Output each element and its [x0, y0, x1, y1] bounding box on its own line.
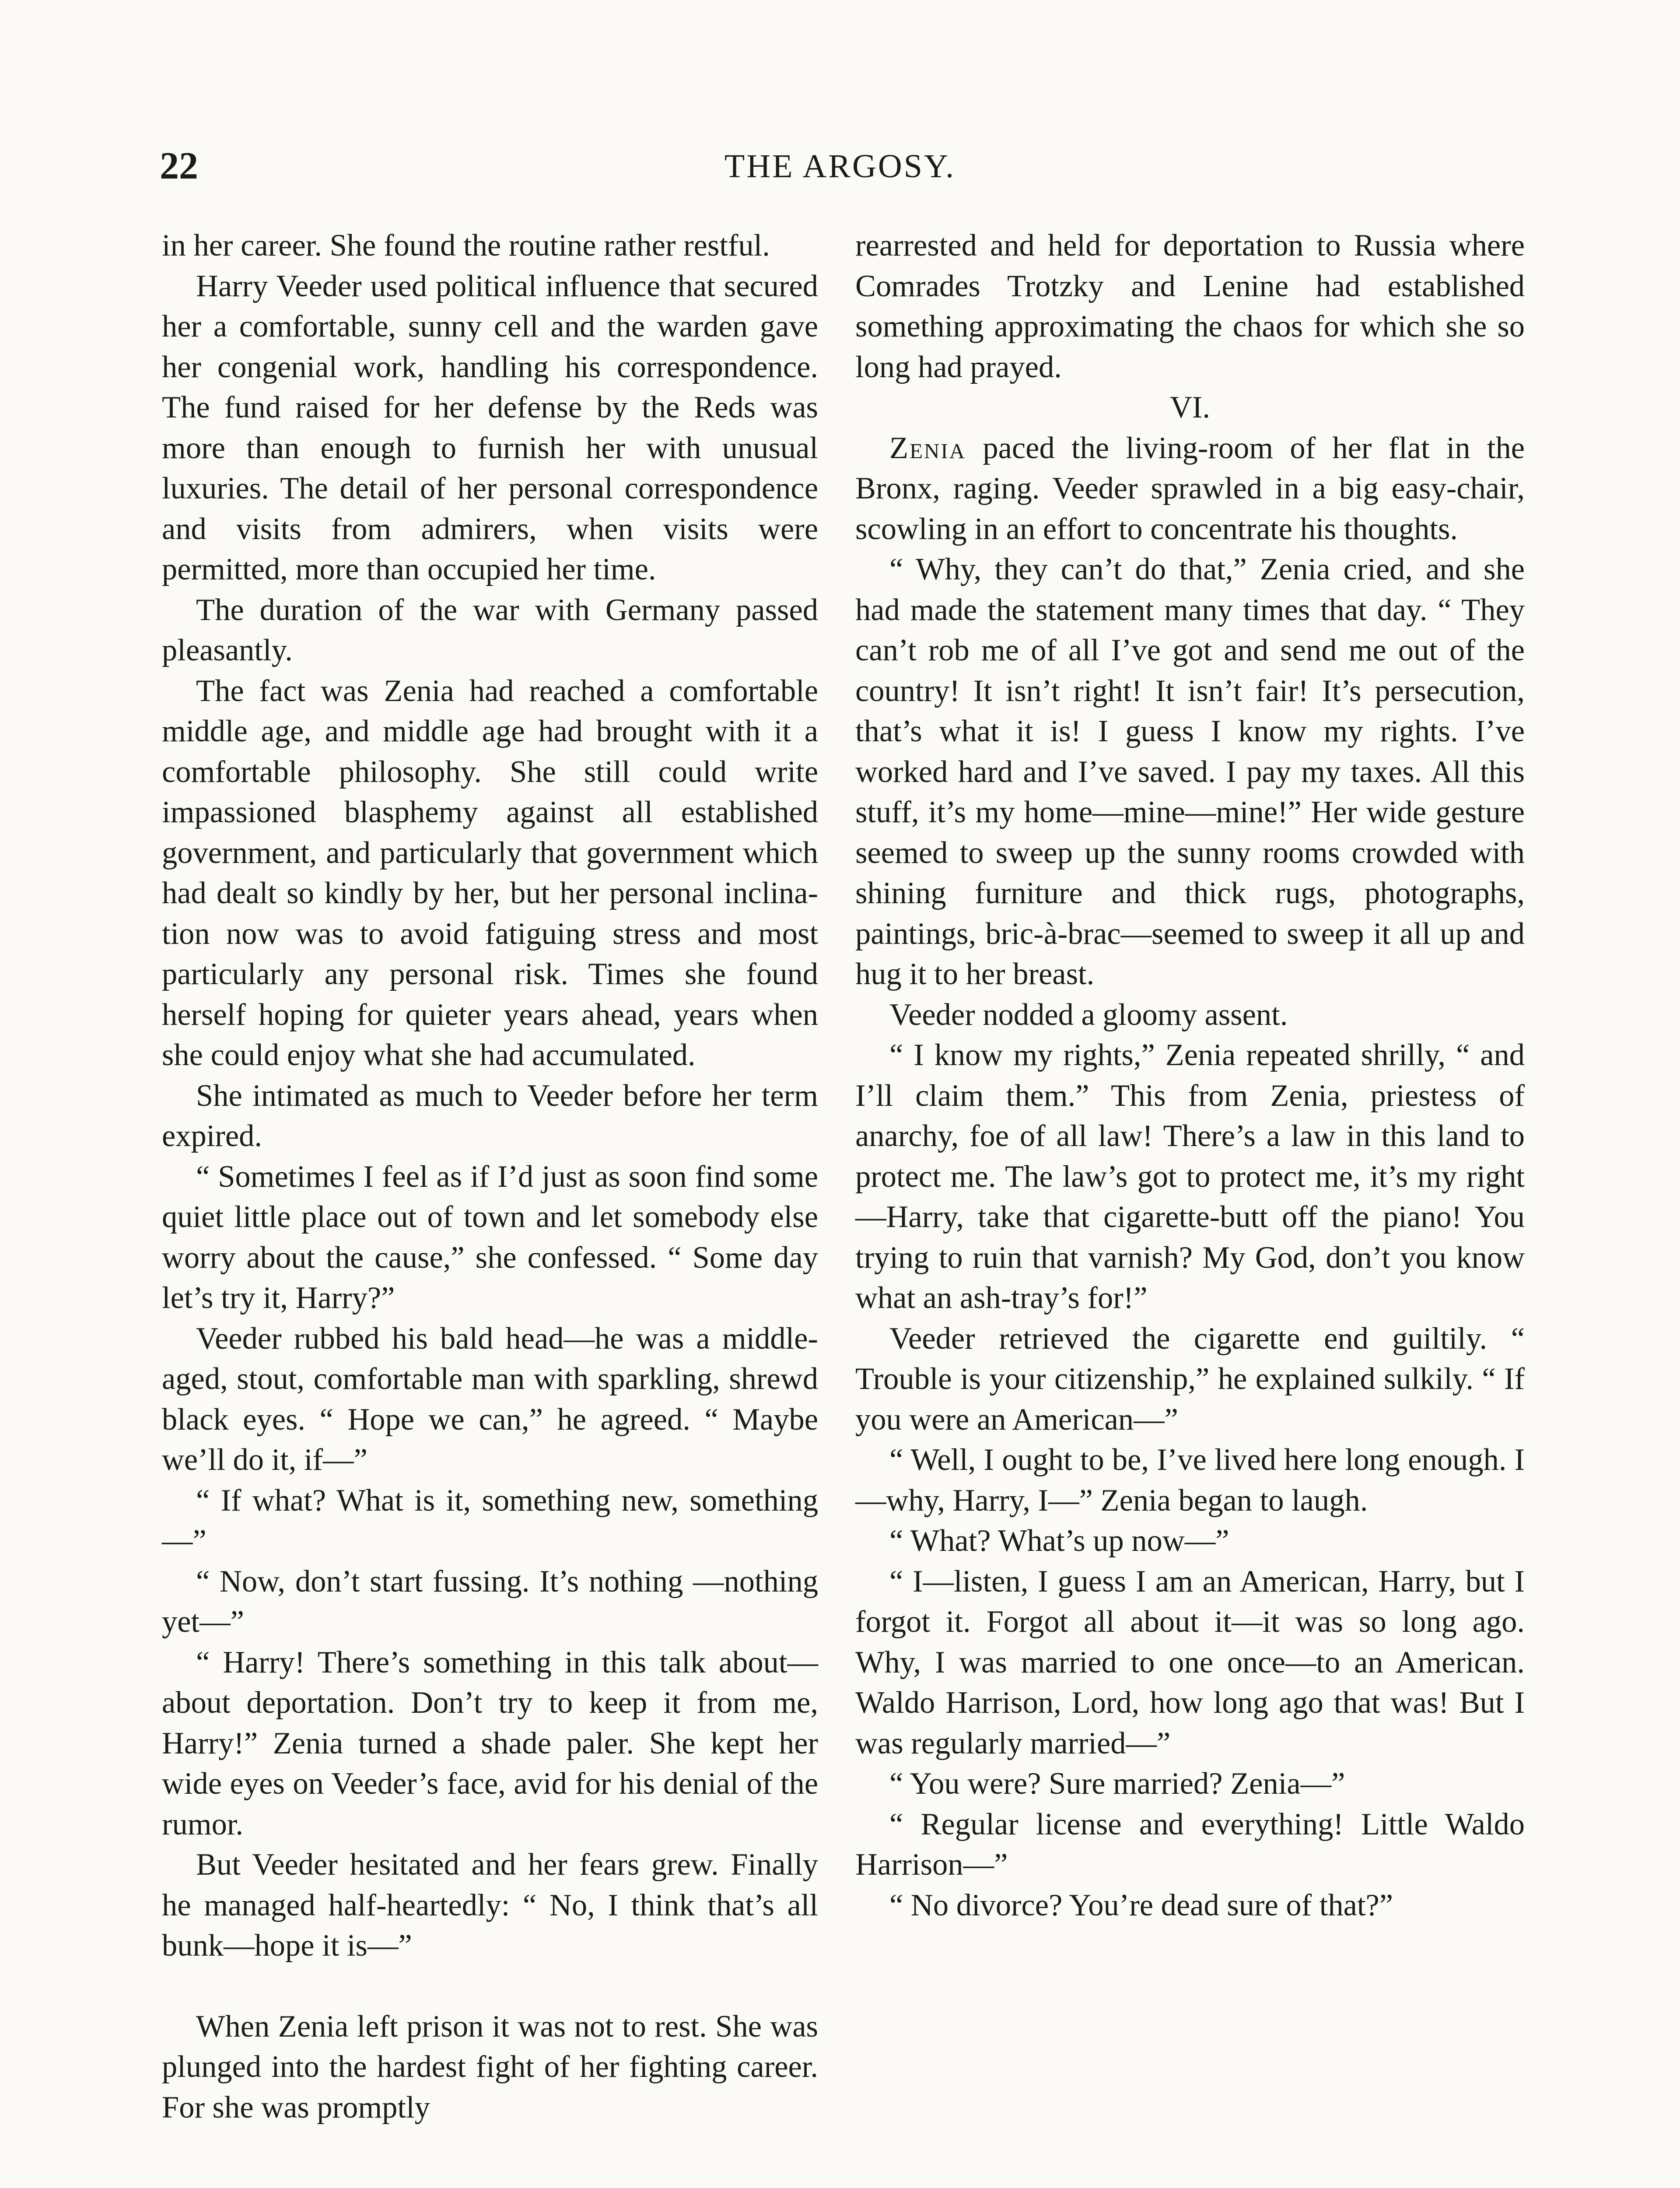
- paragraph: “ You were? Sure married? Zenia—”: [889, 1767, 1345, 1801]
- paragraph: “ What? What’s up now—”: [889, 1524, 1229, 1558]
- paragraph: Veeder retrieved the cigarette end guiltily. “ Trouble is your citizenship,” he explained sulkily. “ If you were an American—”: [855, 1321, 1525, 1437]
- paragraph: “ Well, I ought to be, I’ve lived here long enough. I—why, Harry, I—” Zenia began to laugh.: [855, 1443, 1525, 1518]
- paragraph: “ I—listen, I guess I am an American, Harry, but I forgot it. Forgot all about it—it was so long ago. Why, I was married to one once—to an American. Waldo Harrison, Lord, how long ago that was! But I was regularly married—”: [855, 1564, 1525, 1760]
- paragraph: “ Harry! There’s something in this talk about—about deportation. Don’t try to keep it from me, Harry!” Zenia turned a shade paler. She kept her wide eyes on Veeder’s face, avid for his denial of the rumor.: [162, 1645, 818, 1841]
- paragraph: The fact was Zenia had reached a comfortable middle age, and middle age had brought with it a comfortable philosophy. She still could write impassioned blasphemy against all established government, and particularly that government which had dealt so kindly by her, but her personal inclination now was to avoid fatiguing stress and most particularly any personal risk. Times she found herself hoping for quieter years ahead, years when she could enjoy what she had accumulated.: [162, 673, 818, 1072]
- paragraph: [855, 428, 1525, 550]
- paragraph: “ Now, don’t start fussing. It’s nothing —nothing yet—”: [162, 1564, 818, 1639]
- paragraph-text: paced the living-room of her flat in the Bronx, raging. Veeder sprawled in a big easy-chair, scowling in an effort to concentrate his thoughts.: [855, 431, 1525, 546]
- page-number: 22: [160, 145, 198, 187]
- running-title: THE ARGOSY.: [724, 148, 956, 185]
- paragraph: “ Regular license and everything! Little Waldo Harrison—”: [855, 1807, 1525, 1882]
- paragraph: “ Why, they can’t do that,” Zenia cried, and she had made the statement many times that day. “ They can’t rob me of all I’ve got and send me out of the country! It isn’t right! It isn’t fair! It’s persecution, that’s what it is! I guess I know my rights. I’ve worked hard and I’ve saved. I pay my taxes. All this stuff, it’s my home—mine—mine!” Her wide gesture seemed to sweep up the sunny rooms crowded with shining furniture and thick rugs, photographs, paintings, bric-à-brac—seemed to sweep it all up and hug it to her breast.: [855, 552, 1525, 991]
- left-column: [162, 225, 818, 2128]
- paragraph: “ No divorce? You’re dead sure of that?”: [889, 1888, 1393, 1922]
- paragraph: rearrested and held for deportation to Russia where Comrades Trotzky and Lenine had established something approximating the chaos for which she so long had prayed.: [855, 228, 1525, 384]
- right-column: [855, 225, 1525, 1925]
- paragraph: The duration of the war with Germany passed pleasantly.: [162, 593, 818, 667]
- paragraph: in her career. She found the routine rather restful.: [162, 228, 770, 263]
- section-heading: VI.: [1169, 390, 1210, 424]
- paragraph: When Zenia left prison it was not to rest. She was plunged into the hardest fight of her fighting career. For she was promptly: [162, 2009, 818, 2125]
- paragraph: Harry Veeder used political influence that secured her a comfortable, sunny cell and the warden gave her congenial work, handling his correspondence. The fund raised for her defense by the Reds was more than enough to furnish her with unusual luxuries. The detail of her personal correspondence and visits from admirers, when visits were permitted, more than occupied her time.: [162, 269, 818, 586]
- paragraph: Veeder rubbed his bald head—he was a middle-aged, stout, comfortable man with sparkling, shrewd black eyes. “ Hope we can,” he agreed. “ Maybe we’ll do it, if—”: [162, 1321, 818, 1477]
- paragraph: Veeder nodded a gloomy assent.: [889, 997, 1288, 1032]
- page-header: [160, 144, 1520, 197]
- paragraph: “ Sometimes I feel as if I’d just as soon find some quiet little place out of town and let somebody else worry about the cause,” she confessed. “ Some day let’s try it, Harry?”: [162, 1159, 818, 1315]
- paragraph: “ If what? What is it, something new, something—”: [162, 1483, 818, 1558]
- paragraph: But Veeder hesitated and her fears grew. Finally he managed half-heartedly: “ No, I think that’s all bunk—hope it is—”: [162, 1848, 818, 1963]
- small-caps-lead: Zenia: [889, 431, 966, 465]
- paragraph: She intimated as much to Veeder before her term expired.: [162, 1078, 818, 1153]
- paragraph: “ I know my rights,” Zenia repeated shrilly, “ and I’ll claim them.” This from Zenia, priestess of anarchy, foe of all law! There’s a law in this land to protect me. The law’s got to protect me, it’s my right—Harry, take that cigarette-butt off the piano! You trying to ruin that varnish? My God, don’t you know what an ash-tray’s for!”: [855, 1038, 1525, 1315]
